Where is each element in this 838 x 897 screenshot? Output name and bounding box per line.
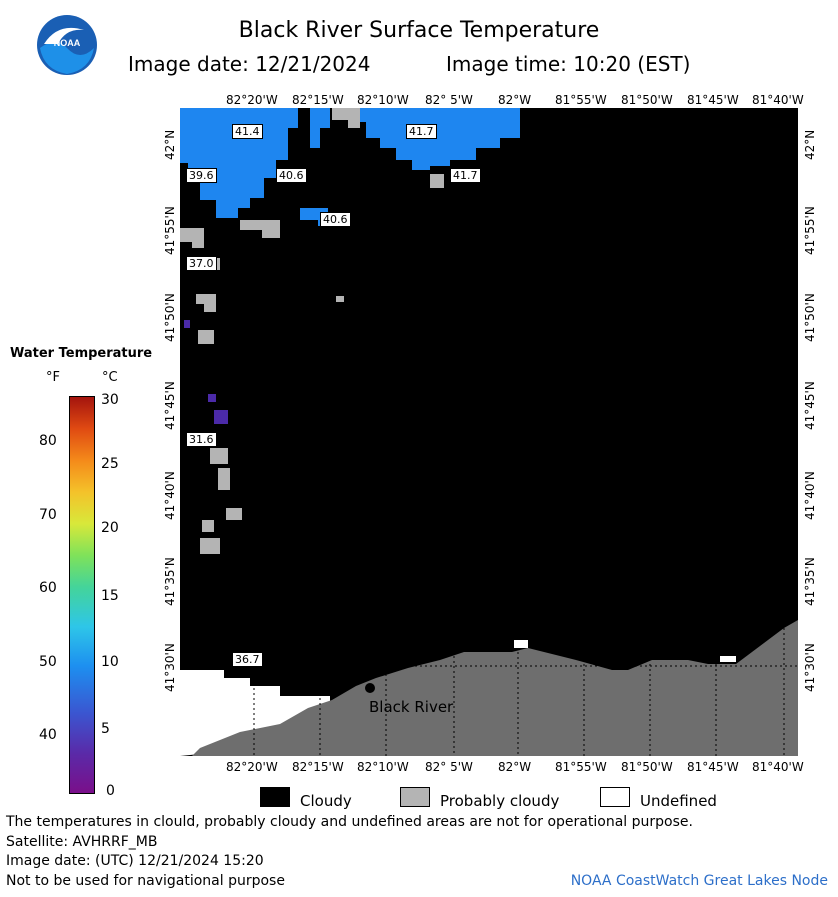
temp-label: 40.6 (320, 212, 351, 227)
footer-nav-warning: Not to be used for navigational purpose (6, 873, 285, 889)
black-river-label: Black River (369, 698, 454, 716)
lat-tick: 41°35'N (163, 557, 177, 606)
lat-tick: 41°55'N (803, 206, 817, 255)
image-time: Image time: 10:20 (EST) (446, 52, 691, 76)
unit-fahrenheit: °F (46, 370, 60, 385)
c-tick: 15 (101, 588, 119, 604)
c-tick: 20 (101, 520, 119, 536)
lat-tick: 41°55'N (163, 206, 177, 255)
unit-celsius: °C (102, 370, 118, 385)
lat-tick: 41°35'N (803, 557, 817, 606)
legend-title: Water Temperature (10, 346, 153, 361)
lat-tick: 41°40'N (163, 471, 177, 520)
footer-satellite: Satellite: AVHRRF_MB (6, 834, 158, 850)
f-tick: 50 (39, 654, 57, 670)
undefined-swatch (600, 787, 630, 807)
lon-tick: 82°10'W (357, 93, 409, 107)
f-tick: 60 (39, 580, 57, 596)
f-tick: 70 (39, 507, 57, 523)
f-tick: 80 (39, 433, 57, 449)
svg-text:NOAA: NOAA (53, 38, 81, 48)
lon-tick: 81°50'W (621, 760, 673, 774)
cloudy-label: Cloudy (300, 792, 352, 810)
temperature-map[interactable] (180, 108, 798, 756)
f-tick: 40 (39, 727, 57, 743)
lat-tick: 41°50'N (803, 293, 817, 342)
temp-label: 36.7 (232, 652, 263, 667)
lat-tick: 41°45'N (803, 381, 817, 430)
lon-tick: 82°W (498, 760, 532, 774)
lon-tick: 81°45'W (687, 93, 739, 107)
lon-tick: 82°15'W (292, 760, 344, 774)
footer-credit: NOAA CoastWatch Great Lakes Node (570, 873, 828, 889)
temp-label: 40.6 (276, 168, 307, 183)
map-title: Black River Surface Temperature (238, 18, 600, 43)
lat-tick: 42°N (803, 129, 817, 160)
lon-tick: 81°40'W (752, 93, 804, 107)
lon-tick: 81°45'W (687, 760, 739, 774)
temp-label: 41.4 (232, 124, 263, 139)
undefined-label: Undefined (640, 792, 717, 810)
lat-tick: 42°N (163, 129, 177, 160)
footer-disclaimer: The temperatures in clould, probably cloudy and undefined areas are not for operational purpose. (6, 814, 693, 830)
color-scale-bar (69, 396, 95, 794)
lon-tick: 81°50'W (621, 93, 673, 107)
lon-tick: 81°55'W (555, 760, 607, 774)
lon-tick: 82° 5'W (425, 93, 473, 107)
cloudy-swatch (260, 787, 290, 807)
lon-tick: 81°55'W (555, 93, 607, 107)
probably-cloudy-label: Probably cloudy (440, 792, 560, 810)
lon-tick: 82°15'W (292, 93, 344, 107)
c-tick: 30 (101, 392, 119, 408)
temp-label: 41.7 (450, 168, 481, 183)
footer-image-date: Image date: (UTC) 12/21/2024 15:20 (6, 853, 264, 869)
c-tick: 0 (106, 783, 115, 799)
c-tick: 5 (101, 721, 110, 737)
lat-tick: 41°45'N (163, 381, 177, 430)
temp-label: 31.6 (186, 432, 217, 447)
lon-tick: 82°10'W (357, 760, 409, 774)
temp-label: 37.0 (186, 256, 217, 271)
lon-tick: 82°20'W (226, 760, 278, 774)
lat-tick: 41°50'N (163, 293, 177, 342)
lon-tick: 82°20'W (226, 93, 278, 107)
lon-tick: 82°W (498, 93, 532, 107)
lon-tick: 81°40'W (752, 760, 804, 774)
lat-tick: 41°30'N (803, 643, 817, 692)
probably-cloudy-swatch (400, 787, 430, 807)
c-tick: 25 (101, 456, 119, 472)
temp-label: 41.7 (406, 124, 437, 139)
lat-tick: 41°40'N (803, 471, 817, 520)
image-date: Image date: 12/21/2024 (128, 52, 371, 76)
c-tick: 10 (101, 654, 119, 670)
lat-tick: 41°30'N (163, 643, 177, 692)
lon-tick: 82° 5'W (425, 760, 473, 774)
temp-label: 39.6 (186, 168, 217, 183)
